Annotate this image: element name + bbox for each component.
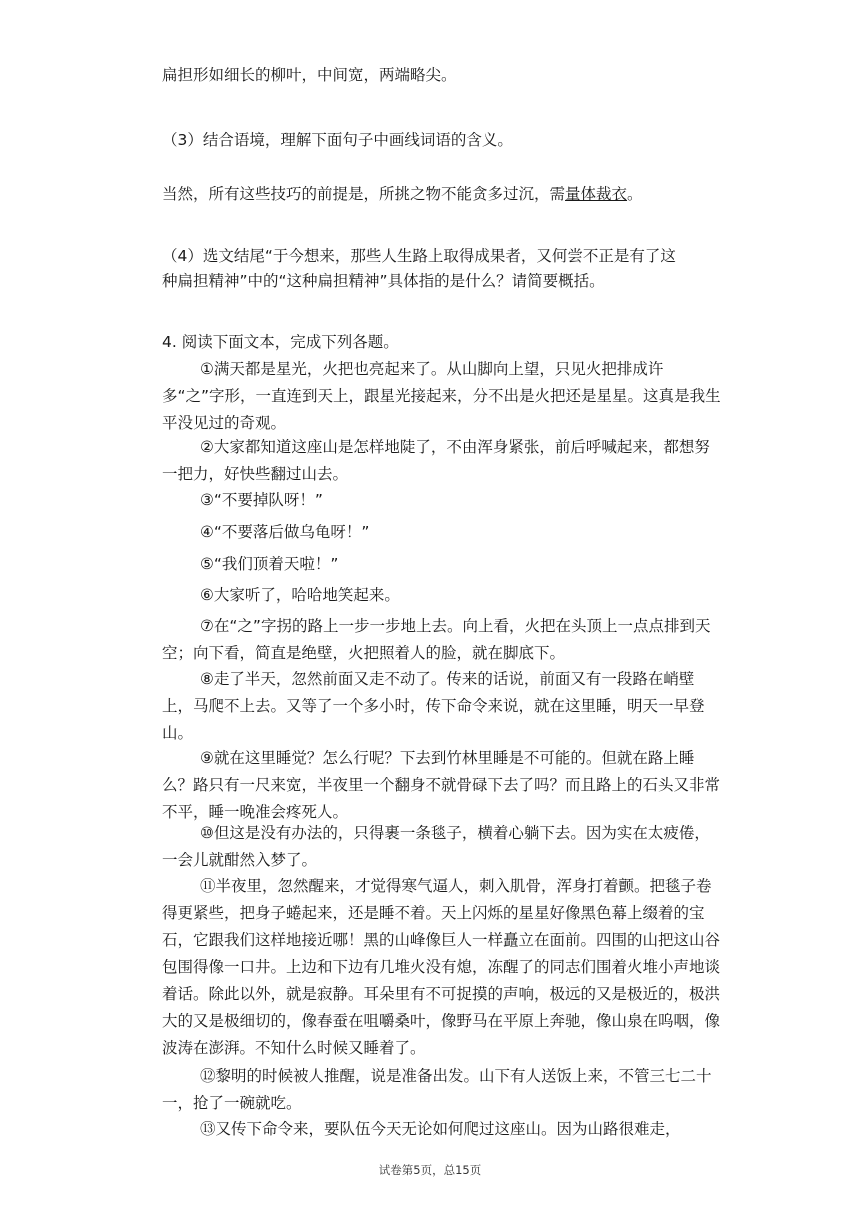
paragraph-text: ⑫黎明的时候被人推醒，说是准备出发。山下有人送饭上来，不管三七二十一，抢了一碗就吃。	[162, 1067, 712, 1112]
paragraph-12	[162, 1063, 722, 1117]
underlined-phrase: 量体裁衣	[565, 185, 628, 203]
paragraph-text: ⑩但这是没有办法的，只得裹一条毯子，横着心躺下去。因为实在太疲倦，一会儿就酣然入梦了。	[162, 824, 710, 869]
paragraph-text: ⑨就在这里睡觉？怎么行呢？下去到竹林里睡是不可能的。但就在路上睡么？路只有一尺来宽，半夜里一个翻身不就骨碌下去了吗？而且路上的石头又非常不平，睡一晚准会疼死人。	[162, 749, 721, 821]
question-3-sentence	[162, 181, 742, 207]
page-footer: 试卷第5页，总15页	[378, 1163, 482, 1177]
paragraph-9	[162, 745, 722, 826]
paragraph-text: ①满天都是星光，火把也亮起来了。从山脚向上望，只见火把排成许多“之”字形，一直连到天上，跟星光接起来，分不出是火把还是星星。这真是我生平没见过的奇观。	[162, 360, 721, 432]
paragraph-11	[162, 873, 722, 1062]
paragraph-3	[162, 487, 722, 514]
paragraph-1	[162, 356, 722, 437]
question-4-heading: 4. 阅读下面文本，完成下列各题。	[162, 333, 399, 351]
paragraph-6	[162, 582, 722, 609]
sentence-text: 当然，所有这些技巧的前提是，所挑之物不能贪多过沉，需	[162, 185, 566, 203]
paragraph-text: ⑬又传下命令来，要队伍今天无论如何爬过这座山。因为山路很难走，	[200, 1120, 681, 1138]
paragraph-8	[162, 666, 722, 747]
question-4-prompt-line-2: 种扁担精神”中的“这种扁担精神”具体指的是什么？请简要概括。	[162, 272, 605, 290]
paragraph-4	[162, 519, 722, 546]
paragraph-10	[162, 820, 722, 874]
paragraph-text: ⑤“我们顶着天啦！”	[200, 555, 339, 573]
paragraph-7	[162, 613, 722, 667]
paragraph-2	[162, 434, 722, 488]
question-4-prompt-line-1: （4）选文结尾“于今想来，那些人生路上取得成果者，又何尝不正是有了这	[162, 247, 676, 265]
paragraph-text: ⑧走了半天，忽然前面又走不动了。传来的话说，前面又有一段路在峭壁上，马爬不上去。又等了一个多小时，传下命令来说，就在这里睡，明天一早登山。	[162, 670, 705, 742]
paragraph-text: ③“不要掉队呀！”	[200, 491, 323, 509]
paragraph-13	[162, 1116, 722, 1143]
paragraph-text: ⑦在“之”字拐的路上一步一步地上去。向上看，火把在头顶上一点点排到天空；向下看，简直是绝壁，火把照着人的脸，就在脚底下。	[162, 617, 711, 662]
paragraph-5	[162, 551, 722, 578]
paragraph-text: ④“不要落后做乌龟呀！”	[200, 523, 370, 541]
text-line-willow-leaf: 扁担形如细长的柳叶，中间宽，两端略尖。	[162, 66, 457, 84]
paragraph-text: ⑪半夜里，忽然醒来，才觉得寒气逼人，刺入肌骨，浑身打着颤。把毯子卷得更紧些，把身子蜷起来，还是睡不着。天上闪烁的星星好像黑色幕上缀着的宝石，它跟我们这样地接近哪！黑的山峰像巨人一样矗立在面前。四围的山把这山谷包围得像一口井。上边和下边有几堆火没有熄，冻醒了的同志们围着火堆小声地谈着话。除此以外，就是寂静。耳朵里有不可捉摸的声响，极远的又是极近的，极洪大的又是极细切的，像春蚕在咀嚼桑叶，像野马在平原上奔驰，像山泉在呜咽，像波涛在澎湃。不知什么时候又睡着了。	[162, 877, 721, 1057]
paragraph-text: ②大家都知道这座山是怎样地陡了，不由浑身紧张，前后呼喊起来，都想努一把力，好快些翻过山去。	[162, 438, 710, 483]
sentence-end: 。	[627, 185, 643, 203]
question-3-prompt: （3）结合语境，理解下面句子中画线词语的含义。	[162, 131, 513, 149]
paragraph-text: ⑥大家听了，哈哈地笑起来。	[200, 586, 400, 604]
